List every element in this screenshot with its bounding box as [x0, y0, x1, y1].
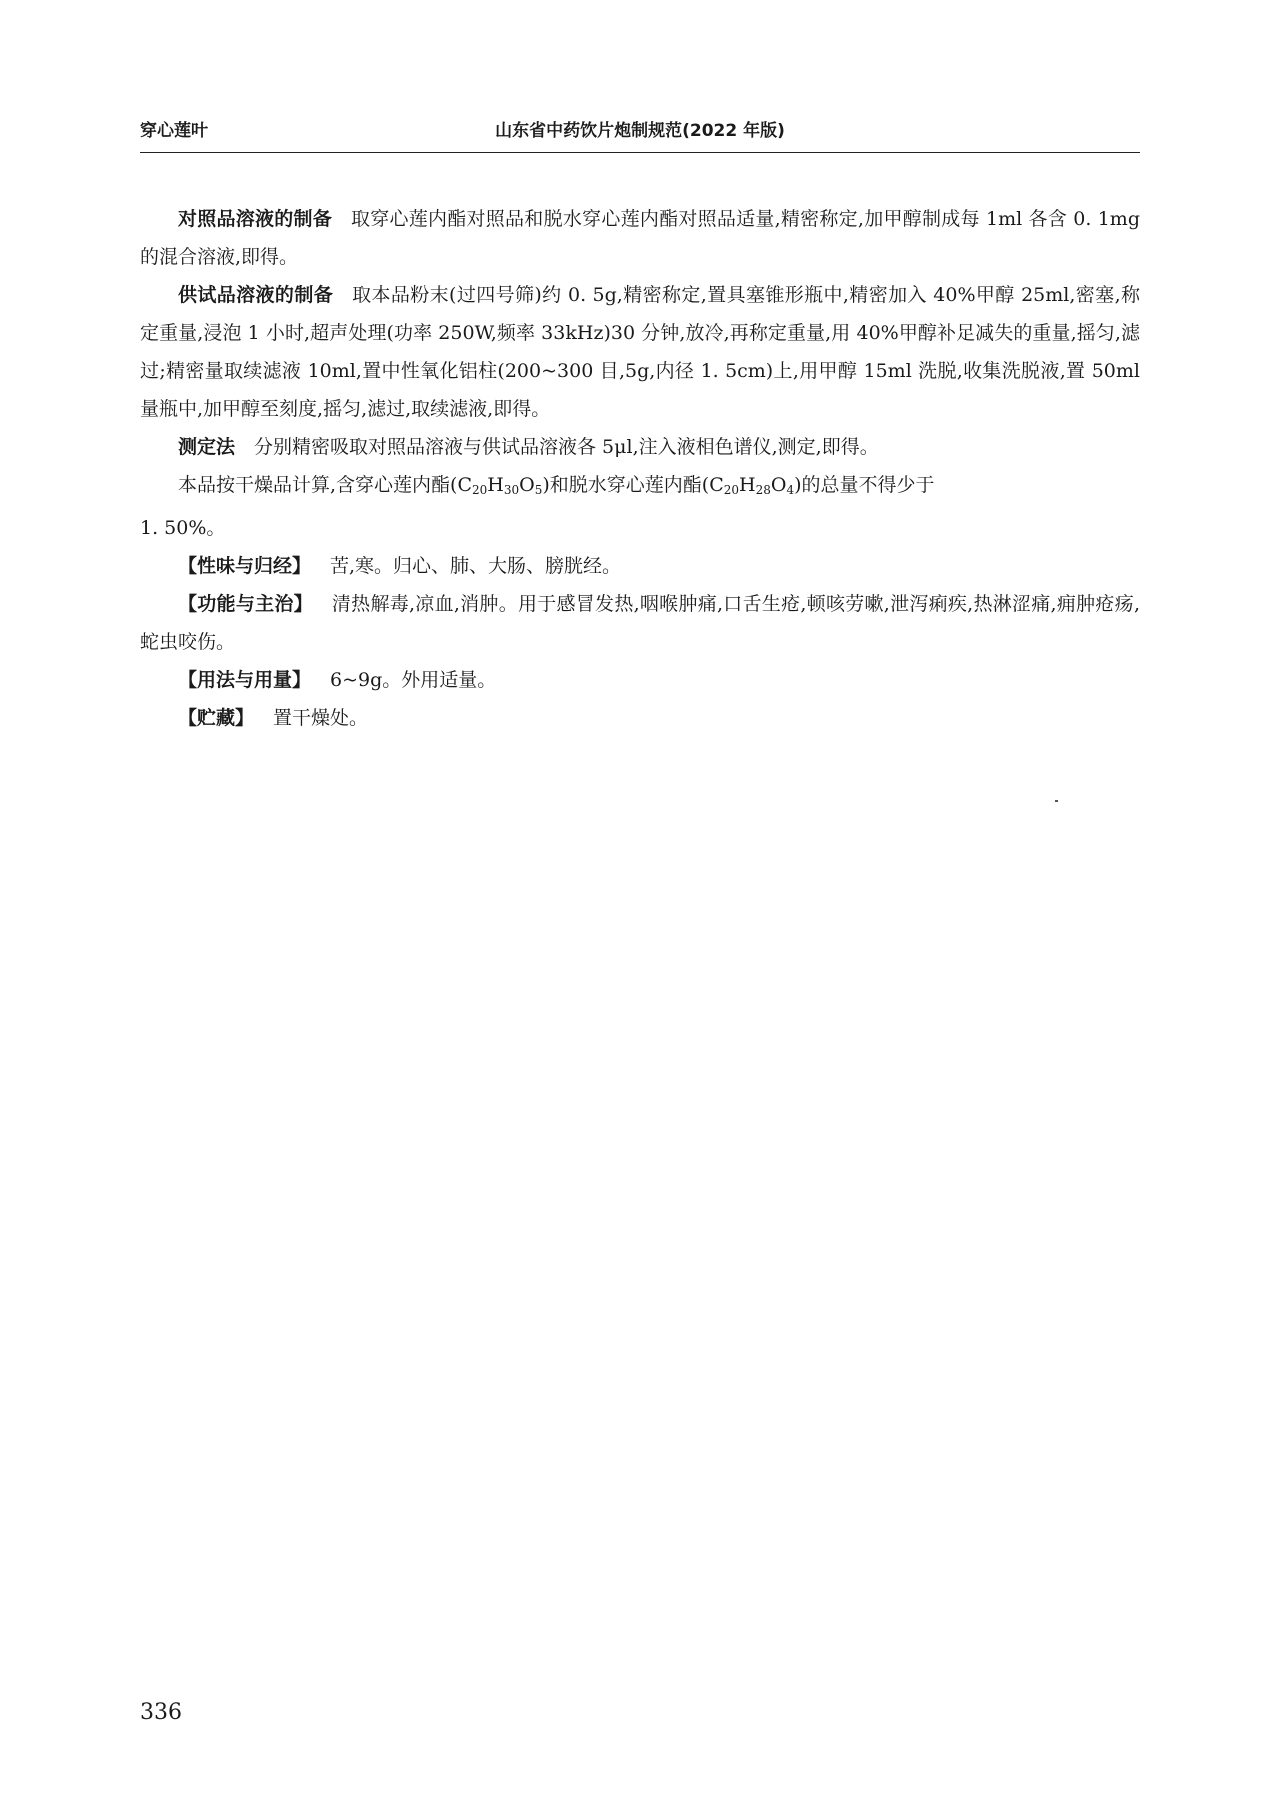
paragraph-nature [140, 547, 1140, 585]
formula-dehydroandrographolide: $C_{20}H_{28}O_4$ [709, 474, 795, 497]
assay-text-4: 1. 50%。 [140, 517, 226, 539]
page-number: 336 [140, 1700, 182, 1725]
paragraph-storage [140, 699, 1140, 737]
paragraph-sample-solution [140, 276, 1140, 428]
paragraph-usage [140, 661, 1140, 699]
assay-text-2: )和脱水穿心莲内酯( [542, 474, 710, 496]
heading-reference-solution: 对照品溶液的制备 [178, 208, 333, 230]
heading-nature: 【性味与归经】 [178, 555, 312, 577]
text-nature: 苦,寒。归心、肺、大肠、膀胱经。 [330, 555, 622, 577]
text-method: 分别精密吸取对照品溶液与供试品溶液各 5μl,注入液相色谱仪,测定,即得。 [254, 436, 879, 458]
text-function: 清热解毒,凉血,消肿。用于感冒发热,咽喉肿痛,口舌生疮,顿咳劳嗽,泄泻痢疾,热淋涩痛,痈肿疮疡,蛇虫咬伤。 [140, 593, 1140, 653]
text-usage: 6~9g。外用适量。 [330, 669, 497, 691]
paragraph-assay [140, 466, 1140, 509]
paragraph-assay-continued [140, 509, 1140, 547]
header-herb-name: 穿心莲叶 [140, 121, 208, 141]
heading-method: 测定法 [178, 436, 236, 458]
paragraph-function [140, 585, 1140, 661]
running-header [140, 116, 1140, 153]
text-storage: 置干燥处。 [273, 707, 369, 729]
heading-usage: 【用法与用量】 [178, 669, 312, 691]
main-content [140, 200, 1140, 737]
heading-storage: 【贮藏】 [178, 707, 255, 729]
heading-function: 【功能与主治】 [178, 593, 313, 615]
text-reference-solution: 取穿心莲内酯对照品和脱水穿心莲内酯对照品适量,精密称定,加甲醇制成每 1ml 各含 0. 1mg 的混合溶液,即得。 [140, 208, 1140, 268]
header-book-title: 山东省中药饮片炮制规范(2022 年版) [495, 121, 785, 141]
formula-andrographolide: $C_{20}H_{30}O_5$ [457, 474, 543, 497]
assay-text-1: 本品按干燥品计算,含穿心莲内酯( [178, 474, 458, 496]
assay-text-3: )的总量不得少于 [794, 474, 935, 496]
heading-sample-solution: 供试品溶液的制备 [178, 284, 334, 306]
paragraph-reference-solution [140, 200, 1140, 276]
print-speck [1055, 800, 1058, 802]
text-sample-solution: 取本品粉末(过四号筛)约 0. 5g,精密称定,置具塞锥形瓶中,精密加入 40%甲醇 25ml,密塞,称定重量,浸泡 1 小时,超声处理(功率 250W,频率 33kHz)30 分钟,放冷,再称定重量,用 40%甲醇补足减失的重量,摇匀,滤过;精密量取续滤液 10ml,置中性氧化铝柱(200~300 目,5g,内径 1. 5cm)上,用甲醇 15ml 洗脱,收集洗脱液,置 50ml 量瓶中,加甲醇至刻度,摇匀,滤过,取续滤液,即得。 [140, 284, 1140, 420]
paragraph-method [140, 428, 1140, 466]
